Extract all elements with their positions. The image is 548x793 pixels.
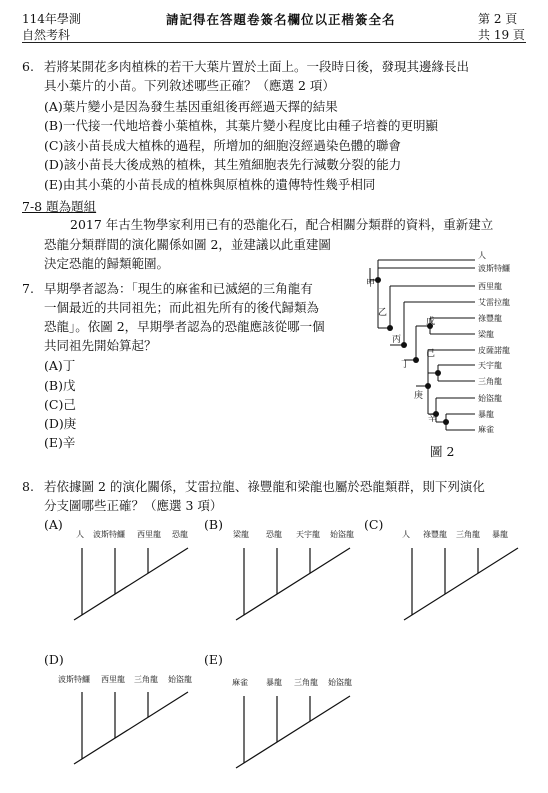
node-label: 辛 [428, 414, 438, 424]
q8-stem: 若依據圖 2 的演化關係，艾雷拉龍、祿豐龍和梁龍也屬於恐龍類群，則下列演化 [44, 479, 485, 494]
q8-option-d-label: (D) [44, 652, 64, 667]
q8-option-b-label: (B) [204, 517, 223, 532]
taxon-label: 祿豐龍 [478, 314, 502, 323]
q7-option-e: (E)辛 [44, 435, 76, 450]
node-label: 丙 [392, 335, 402, 345]
signature-notice: 請記得在答題卷簽名欄位以正楷簽全名 [166, 12, 396, 27]
page-number: 第 2 頁 [478, 12, 518, 26]
tree-taxon: 波斯特鱷 [93, 530, 125, 539]
taxon-label: 皮薩諾龍 [478, 346, 510, 355]
taxon-label: 天宇龍 [478, 361, 502, 370]
q7-option-a: (A)丁 [44, 358, 76, 373]
q8-option-e-label: (E) [204, 652, 223, 667]
tree-taxon: 梁龍 [233, 530, 249, 539]
q7-option-c: (C)己 [44, 397, 76, 412]
taxon-label: 暴龍 [478, 410, 494, 419]
q8-option-c-label: (C) [364, 517, 384, 532]
group-heading: 7-8 題為題組 [22, 199, 97, 214]
node-label: 丁 [401, 360, 411, 370]
tree-taxon: 始盜龍 [328, 678, 352, 687]
tree-taxon: 始盜龍 [168, 675, 192, 684]
total-pages: 共 19 頁 [478, 28, 525, 42]
node-label: 甲 [366, 279, 376, 289]
taxon-label: 始盜龍 [478, 394, 502, 403]
tree-taxon: 波斯特鱷 [58, 675, 90, 684]
tree-taxon: 西里龍 [137, 530, 161, 539]
q6-stem: 若將某開花多肉植株的若干大葉片置於土面上。一段時日後，發現其邊緣長出 [44, 59, 470, 74]
node-label: 戊 [426, 317, 436, 327]
tree-taxon: 人 [402, 530, 410, 539]
tree-b-diagram [222, 540, 362, 630]
taxon-label: 西里龍 [478, 282, 502, 291]
q6-option-b: (B)一代接一代地培養小葉植株，其葉片變小程度比由種子培養的更明顯 [44, 118, 438, 133]
q7-option-d: (D)庚 [44, 416, 77, 431]
tree-a-diagram [60, 540, 200, 630]
taxon-label: 麻雀 [478, 425, 494, 434]
tree-taxon: 暴龍 [266, 678, 282, 687]
q8-stem: 分支圖哪些正確？（應選 3 項） [44, 498, 223, 513]
node-label: 庚 [414, 391, 424, 401]
q7-stem: 共同祖先開始算起？ [44, 338, 157, 353]
taxon-label: 艾雷拉龍 [478, 298, 510, 307]
q8-option-a-label: (A) [44, 517, 63, 532]
group-intro: 2017 年古生物學家利用已有的恐龍化石，配合相關分類群的資料，重新建立 [70, 217, 494, 232]
tree-taxon: 人 [76, 530, 84, 539]
tree-taxon: 祿豐龍 [423, 530, 447, 539]
tree-taxon: 恐龍 [266, 530, 282, 539]
tree-taxon: 西里龍 [101, 675, 125, 684]
subject-label: 自然考科 [22, 28, 71, 42]
q7-stem: 一個最近的共同祖先；而此祖先所有的後代歸類為 [44, 300, 320, 315]
taxon-label: 梁龍 [478, 330, 494, 339]
q6-stem: 具小葉片的小苗。下列敘述哪些正確？（應選 2 項） [44, 78, 335, 93]
tree-taxon: 麻雀 [232, 678, 248, 687]
taxon-label: 波斯特鱷 [478, 264, 510, 273]
tree-taxon: 恐龍 [172, 530, 188, 539]
q7-stem: 恐龍」。依圖 2，早期學者認為的恐龍應該從哪一個 [44, 319, 325, 334]
q8-number: 8. [22, 479, 34, 494]
q6-option-e: (E)由其小葉的小苗長成的植株與原植株的遺傳特性幾乎相同 [44, 177, 376, 192]
taxon-label: 三角龍 [478, 377, 502, 386]
tree-d-diagram [60, 684, 200, 774]
figure2-caption: 圖 2 [430, 444, 455, 459]
tree-taxon: 天宇龍 [296, 530, 320, 539]
group-intro: 決定恐龍的歸類範圍。 [44, 256, 170, 271]
node-label: 乙 [378, 308, 388, 318]
q7-stem: 早期學者認為：「現生的麻雀和已滅絕的三角龍有 [44, 281, 313, 296]
taxon-label: 人 [478, 251, 486, 260]
q6-option-d: (D)該小苗長大後成熟的植株，其生殖細胞表先行減數分裂的能力 [44, 157, 402, 172]
tree-taxon: 三角龍 [134, 675, 158, 684]
tree-taxon: 三角龍 [456, 530, 480, 539]
exam-title: 114年學測 [22, 12, 81, 26]
tree-taxon: 三角龍 [294, 678, 318, 687]
node-label: 己 [426, 349, 436, 359]
tree-taxon: 暴龍 [492, 530, 508, 539]
q7-option-b: (B)戊 [44, 378, 76, 393]
q6-option-a: (A)葉片變小是因為發生基因重組後再經過天擇的結果 [44, 99, 338, 114]
tree-e-diagram [222, 688, 362, 778]
q6-option-c: (C)該小苗長成大植株的過程，所增加的細胞沒經過染色體的聯會 [44, 138, 401, 153]
tree-taxon: 始盜龍 [330, 530, 354, 539]
q6-number: 6. [22, 59, 34, 74]
header-rule [22, 42, 526, 43]
q7-number: 7. [22, 281, 34, 296]
tree-c-diagram [390, 540, 530, 630]
group-intro: 恐龍分類群間的演化關係如圖 2，並建議以此重建圖 [44, 237, 331, 252]
